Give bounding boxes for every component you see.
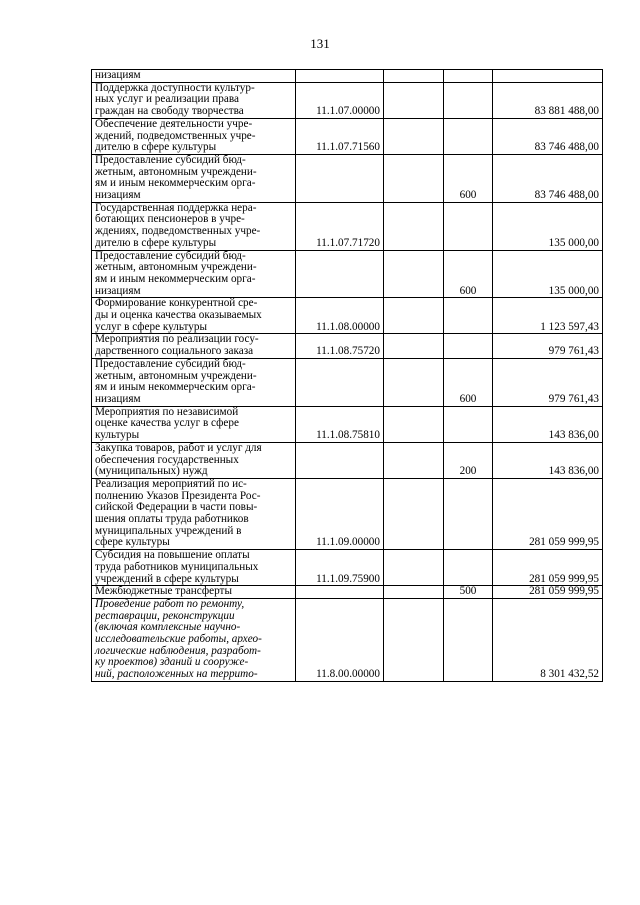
table-row <box>92 586 603 599</box>
table-row <box>92 70 603 83</box>
row-blank-cell <box>384 298 444 334</box>
row-kind-cell: 200 <box>444 442 493 478</box>
row-blank-cell <box>384 82 444 118</box>
row-name-cell: Предоставление субсидий бюд- жетным, автономным учреждени- ям и иным некоммерческим орга- низациям <box>92 250 296 298</box>
row-blank-cell <box>384 154 444 202</box>
row-kind-cell: 500 <box>444 586 493 599</box>
row-code-cell: 11.1.07.00000 <box>296 82 384 118</box>
row-code-cell: 11.8.00.00000 <box>296 598 384 681</box>
row-name-cell: Мероприятия по реализации госу- дарственного социального заказа <box>92 334 296 358</box>
row-kind-cell <box>444 118 493 154</box>
row-name-cell: низациям <box>92 70 296 83</box>
row-sum-cell: 135 000,00 <box>493 202 603 250</box>
table-row <box>92 118 603 154</box>
row-code-cell <box>296 442 384 478</box>
row-blank-cell <box>384 550 444 586</box>
table-row <box>92 598 603 681</box>
row-blank-cell <box>384 586 444 599</box>
row-name-cell: Мероприятия по независимой оценке качества услуг в сфере культуры <box>92 406 296 442</box>
row-kind-cell <box>444 298 493 334</box>
row-name-cell: Закупка товаров, работ и услуг для обеспечения государственных (муниципальных) нужд <box>92 442 296 478</box>
row-code-cell: 11.1.08.00000 <box>296 298 384 334</box>
budget-table <box>91 69 603 682</box>
row-name-cell: Межбюджетные трансферты <box>92 586 296 599</box>
row-name-cell: Предоставление субсидий бюд- жетным, автономным учреждени- ям и иным некоммерческим орга- низациям <box>92 358 296 406</box>
row-kind-cell <box>444 334 493 358</box>
row-sum-cell: 83 746 488,00 <box>493 118 603 154</box>
table-row <box>92 154 603 202</box>
row-name-cell: Поддержка доступности культур- ных услуг и реализации права граждан на свободу творчества <box>92 82 296 118</box>
row-kind-cell <box>444 202 493 250</box>
table-row <box>92 298 603 334</box>
row-blank-cell <box>384 358 444 406</box>
row-code-cell <box>296 154 384 202</box>
row-name-cell: Формирование конкурентной сре- ды и оценка качества оказываемых услуг в сфере культуры <box>92 298 296 334</box>
page-number: 131 <box>310 36 330 51</box>
row-sum-cell: 281 059 999,95 <box>493 586 603 599</box>
row-sum-cell: 83 746 488,00 <box>493 154 603 202</box>
row-blank-cell <box>384 442 444 478</box>
row-sum-cell: 83 881 488,00 <box>493 82 603 118</box>
row-sum-cell: 281 059 999,95 <box>493 550 603 586</box>
row-blank-cell <box>384 70 444 83</box>
row-blank-cell <box>384 250 444 298</box>
row-kind-cell <box>444 406 493 442</box>
table-row <box>92 478 603 549</box>
row-sum-cell: 979 761,43 <box>493 358 603 406</box>
row-code-cell <box>296 358 384 406</box>
row-kind-cell <box>444 478 493 549</box>
row-code-cell: 11.1.07.71560 <box>296 118 384 154</box>
row-blank-cell <box>384 118 444 154</box>
row-code-cell: 11.1.07.71720 <box>296 202 384 250</box>
row-sum-cell: 143 836,00 <box>493 442 603 478</box>
row-kind-cell <box>444 82 493 118</box>
row-kind-cell <box>444 550 493 586</box>
row-code-cell: 11.1.08.75720 <box>296 334 384 358</box>
table-row <box>92 82 603 118</box>
table-row <box>92 334 603 358</box>
row-sum-cell: 281 059 999,95 <box>493 478 603 549</box>
row-code-cell <box>296 70 384 83</box>
row-code-cell <box>296 586 384 599</box>
row-code-cell: 11.1.09.75900 <box>296 550 384 586</box>
row-sum-cell: 143 836,00 <box>493 406 603 442</box>
row-kind-cell: 600 <box>444 154 493 202</box>
row-sum-cell: 135 000,00 <box>493 250 603 298</box>
row-blank-cell <box>384 202 444 250</box>
row-kind-cell: 600 <box>444 250 493 298</box>
table-row <box>92 406 603 442</box>
row-code-cell: 11.1.08.75810 <box>296 406 384 442</box>
row-blank-cell <box>384 478 444 549</box>
row-kind-cell <box>444 598 493 681</box>
row-kind-cell <box>444 70 493 83</box>
row-sum-cell: 979 761,43 <box>493 334 603 358</box>
row-code-cell: 11.1.09.00000 <box>296 478 384 549</box>
row-name-cell: Субсидия на повышение оплаты труда работников муниципальных учреждений в сфере культуры <box>92 550 296 586</box>
row-sum-cell: 1 123 597,43 <box>493 298 603 334</box>
row-blank-cell <box>384 598 444 681</box>
row-sum-cell: 8 301 432,52 <box>493 598 603 681</box>
row-sum-cell <box>493 70 603 83</box>
row-name-cell: Государственная поддержка нера- ботающих пенсионеров в учре- ждениях, подведомственных учре- дителю в сфере культуры <box>92 202 296 250</box>
row-code-cell <box>296 250 384 298</box>
budget-table-body <box>92 70 603 682</box>
table-row <box>92 202 603 250</box>
row-name-cell: Обеспечение деятельности учре- ждений, подведомственных учре- дителю в сфере культуры <box>92 118 296 154</box>
row-kind-cell: 600 <box>444 358 493 406</box>
row-name-cell: Проведение работ по ремонту, реставрации, реконструкции (включая комплексные научно- исследовательские работы, архео- логические наблюдения, разработ- ку проектов) зданий и сооруже- ний, расположенных на террито- <box>92 598 296 681</box>
table-row <box>92 250 603 298</box>
table-row <box>92 550 603 586</box>
row-name-cell: Предоставление субсидий бюд- жетным, автономным учреждени- ям и иным некоммерческим орга- низациям <box>92 154 296 202</box>
table-row <box>92 442 603 478</box>
table-row <box>92 358 603 406</box>
row-blank-cell <box>384 334 444 358</box>
row-name-cell: Реализация мероприятий по ис- полнению Указов Президента Рос- сийской Федерации в части повы- шения оплаты труда работников муниципальных учреждений в сфере культуры <box>92 478 296 549</box>
row-blank-cell <box>384 406 444 442</box>
